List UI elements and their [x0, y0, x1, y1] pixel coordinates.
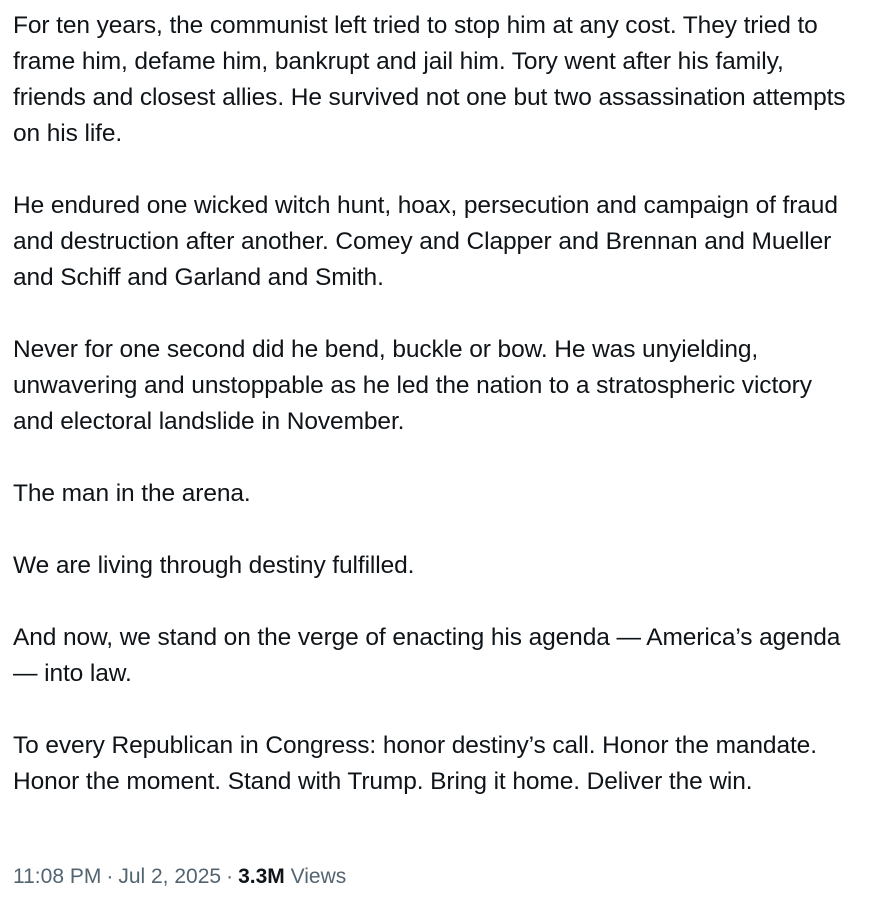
meta-separator-2: ·: [226, 865, 234, 888]
tweet-text: [13, 8, 858, 800]
tweet-date-link[interactable]: Jul 2, 2025: [118, 865, 222, 888]
tweet-paragraph-7: To every Republican in Congress: honor destiny’s call. Honor the mandate. Honor the moment. Stand with Trump. Bring it home. Deliver the win.: [13, 732, 817, 795]
views-count: 3.3M: [238, 865, 285, 888]
tweet-time-link[interactable]: 11:08 PM: [13, 865, 102, 888]
tweet-paragraph-2: He endured one wicked witch hunt, hoax, persecution and campaign of fraud and destruction after another. Comey and Clapper and Brennan and Mueller and Schiff and Garland and Smith.: [13, 192, 838, 291]
views-link[interactable]: [238, 865, 346, 888]
tweet-paragraph-5: We are living through destiny fulfilled.: [13, 552, 415, 579]
tweet-paragraph-6: And now, we stand on the verge of enacting his agenda — America’s agenda — into law.: [13, 624, 841, 687]
meta-separator-1: ·: [106, 865, 114, 888]
tweet-paragraph-1: For ten years, the communist left tried to stop him at any cost. They tried to frame him, defame him, bankrupt and jail him. Tory went after his family, friends and closest allies. He survived not one but two assassination attempts on his life.: [13, 12, 846, 147]
tweet-paragraph-3: Never for one second did he bend, buckle or bow. He was unyielding, unwavering and unstoppable as he led the nation to a stratospheric victory and electoral landslide in November.: [13, 336, 812, 435]
tweet-meta: [13, 862, 346, 892]
tweet-paragraph-4: The man in the arena.: [13, 480, 251, 507]
views-label: Views: [290, 865, 347, 888]
